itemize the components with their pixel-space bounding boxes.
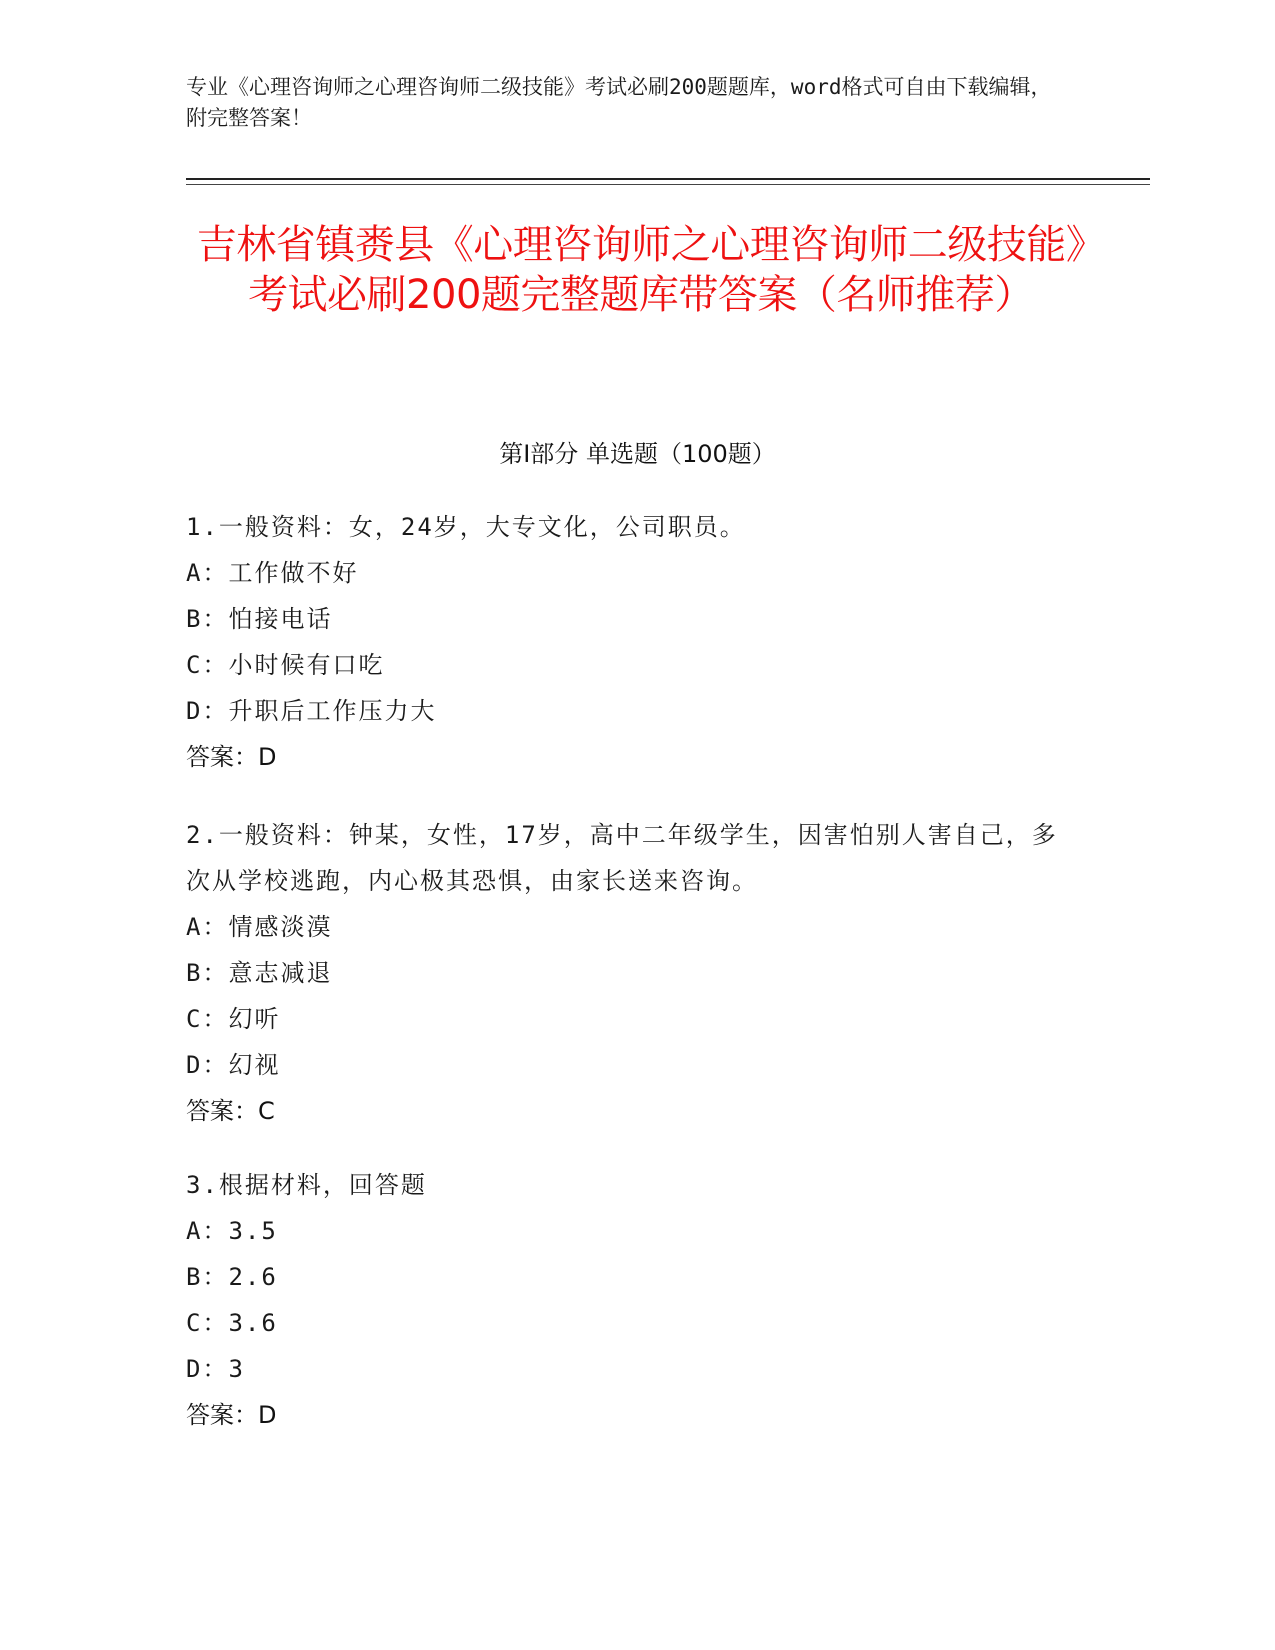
question-stem: 2.一般资料：钟某，女性，17岁，高中二年级学生，因害怕别人害自己，多次从学校逃跑，内心极其恐惧，由家长送来咨询。 [186,821,1058,895]
header-note: 专业《心理咨询师之心理咨询师二级技能》考试必刷200题题库，word格式可自由下载编辑，附完整答案！ [186,75,1052,130]
header-rule-thin [186,184,1150,185]
option-d: D：升职后工作压力大 [186,697,437,725]
answer-line: 答案：C [186,1097,275,1125]
option-c: C：小时候有口吃 [186,651,385,679]
question-2 [186,812,1066,1134]
option-c: C：幻听 [186,1005,281,1033]
question-3 [186,1162,1066,1438]
option-d: D：3 [186,1355,245,1383]
option-c: C：3.6 [186,1309,278,1337]
option-b: B：2.6 [186,1263,278,1291]
option-d: D：幻视 [186,1051,281,1079]
option-a: A：工作做不好 [186,559,359,587]
header-rule-thick [186,178,1150,180]
section-heading: 第Ⅰ部分 单选题（100题） [499,440,776,468]
question-stem: 1.一般资料：女，24岁，大专文化，公司职员。 [186,513,746,541]
question-stem: 3.根据材料，回答题 [186,1171,427,1199]
option-b: B：怕接电话 [186,605,333,633]
option-b: B：意志减退 [186,959,333,987]
answer-line: 答案：D [186,743,277,771]
option-a: A：3.5 [186,1217,278,1245]
option-a: A：情感淡漠 [186,913,333,941]
answer-line: 答案：D [186,1401,277,1429]
question-1 [186,504,1066,780]
document-title: 吉林省镇赉县《心理咨询师之心理咨询师二级技能》考试必刷200题完整题库带答案（名师推荐） [196,222,1086,318]
